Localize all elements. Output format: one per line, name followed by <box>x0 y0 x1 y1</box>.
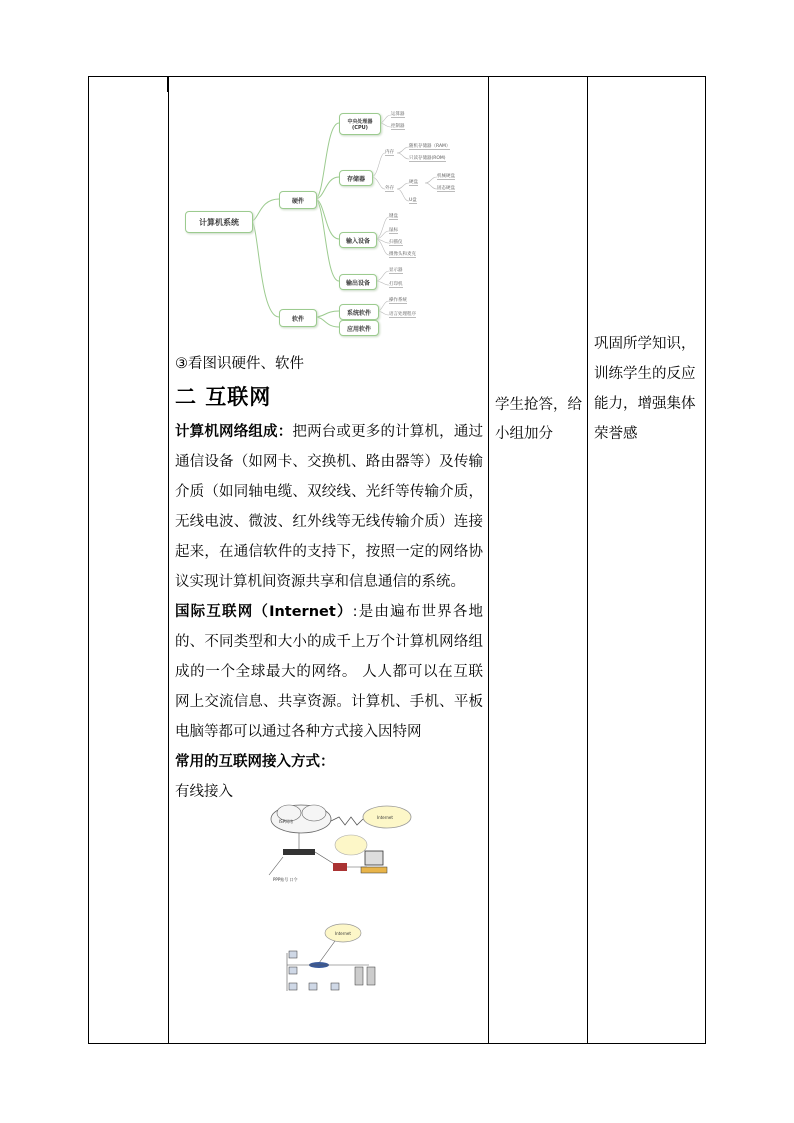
desktop-computer <box>361 851 387 873</box>
main-content-cell <box>169 77 489 1043</box>
column-divider <box>587 77 588 1043</box>
mindmap-node-app-software: 应用软件 <box>339 320 379 336</box>
mindmap-leaf: U盘 <box>409 198 417 203</box>
mindmap-leaf: 扫描仪 <box>389 240 403 245</box>
student-activity-text: 学生抢答，给小组加分 <box>495 397 582 442</box>
connector-lines <box>269 852 367 875</box>
paragraph-internet-definition <box>175 597 483 747</box>
mindmap-node-output: 输出设备 <box>339 274 377 290</box>
term-network: 计算机网络组成： <box>175 424 293 440</box>
diagram-graphic <box>269 921 389 1001</box>
access-methods-heading: 常用的互联网接入方式： <box>175 754 335 770</box>
lesson-table <box>88 76 706 1044</box>
mindmap-root-label: 计算机系统 <box>199 217 239 227</box>
client-computers <box>289 951 339 990</box>
wired-access-diagram <box>259 799 419 889</box>
mindmap-root <box>185 211 253 233</box>
mindmap-leaf: 内存 <box>385 150 394 155</box>
mindmap-branch-software: 软件 <box>279 309 317 327</box>
mindmap-leaf: 打印机 <box>389 282 403 287</box>
internet-cloud-label: Internet <box>335 931 351 936</box>
mindmap-node-input: 输入设备 <box>339 232 377 248</box>
text-block <box>175 349 483 807</box>
mindmap-leaf: 机械硬盘 <box>437 174 455 179</box>
mindmap-leaf: 操作系统 <box>389 298 407 303</box>
mindmap-leaf: 键盘 <box>389 214 398 219</box>
small-cloud <box>335 835 367 855</box>
mindmap-node-system-software: 系统软件 <box>339 304 379 320</box>
mindmap-leaf: 硬盘 <box>409 180 418 185</box>
lan-access-diagram <box>269 921 389 1001</box>
mindmap-leaf: 只读存储器(ROM) <box>409 156 446 161</box>
network-definition-text: 把两台或更多的计算机，通过通信设备（如网卡、交换机、路由器等）及传输介质（如同轴电缆、双绞线、光纤等传输介质，无线电波、微波、红外线等无线传输介质）连接起来，在通信软件的支持下，按照一定的网络协议实现计算机间资源共享和信息通信的系统。 <box>175 424 484 590</box>
mindmap-node-cpu: 中央处理器 (CPU) <box>339 113 381 135</box>
design-intent-text: 巩固所学知识，训练学生的反应能力，增强集体荣誉感 <box>594 336 696 442</box>
student-activity-cell <box>489 391 588 449</box>
mindmap-branch-hardware: 硬件 <box>279 191 317 209</box>
mindmap-leaf: 随机存储器（RAM） <box>409 144 451 149</box>
mindmap-leaf: 运算器 <box>391 112 405 117</box>
router-device <box>333 863 347 871</box>
servers <box>355 967 375 985</box>
design-intent-cell <box>588 329 707 449</box>
modem-device <box>283 833 315 855</box>
isp-cloud-label: ISP网络 <box>279 819 294 824</box>
mindmap-leaf: 显示器 <box>389 268 403 273</box>
mindmap-leaf: 外存 <box>385 186 394 191</box>
mindmap-leaf: 摄像头和麦克 <box>389 252 416 257</box>
mindmap-leaf: 固态硬盘 <box>437 186 455 191</box>
mindmap-leaf: 语言处理程序 <box>389 312 416 317</box>
ppp-account-label: PPP账号 口令 <box>273 877 298 882</box>
paragraph-network-definition <box>175 417 483 597</box>
network-zigzag-line <box>331 817 363 825</box>
mindmap-leaf: 控制器 <box>391 124 405 129</box>
diagram-graphic <box>259 799 419 889</box>
internet-cloud-label: Internet <box>377 815 393 820</box>
wired-access-label: 有线接入 <box>175 784 233 800</box>
section-heading: 二 互联网 <box>175 385 272 409</box>
mindmap-caption: ③看图识硬件、软件 <box>175 356 304 372</box>
computer-system-mindmap <box>179 103 479 343</box>
internet-definition-text: :是由遍布世界各地的、不同类型和大小的成千上万个计算机网络组成的一个全球最大的网络。 人人都可以在互联网上交流信息、共享资源。计算机、手机、平板电脑等都可以通过各种方式接入因特网 <box>175 604 483 740</box>
mindmap-node-storage: 存储器 <box>339 170 373 186</box>
switch-device <box>309 941 335 968</box>
mindmap-leaf: 鼠标 <box>389 228 398 233</box>
term-internet: 国际互联网（Internet） <box>175 604 353 620</box>
